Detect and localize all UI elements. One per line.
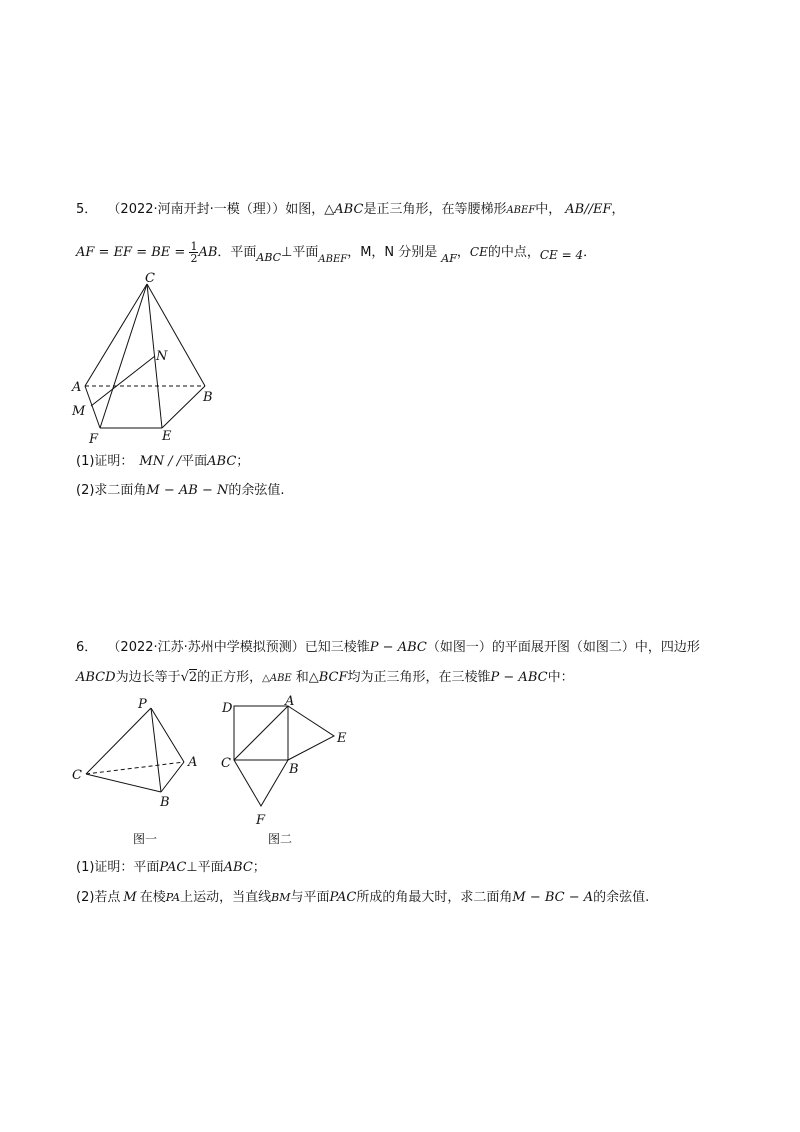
problem5-eq1: AF = EF = BE = bbox=[76, 245, 186, 260]
q1-prefix: (1)证明： bbox=[76, 454, 134, 469]
q2-c: 上运动，当直线 bbox=[180, 890, 272, 905]
label-e: E bbox=[162, 429, 172, 444]
edge-pc bbox=[86, 708, 151, 774]
q1-abc: ABC bbox=[207, 454, 237, 469]
problem5-mn-text: ，M，N 分别是 bbox=[347, 245, 438, 260]
problem6-figure1 bbox=[66, 694, 196, 812]
q2-math: M − BC − A bbox=[512, 890, 594, 905]
q1-prefix: (1)证明：平面 bbox=[76, 860, 160, 875]
figure1-caption: 图一 bbox=[133, 832, 158, 846]
label-e: E bbox=[337, 731, 347, 746]
problem6-t7: 中： bbox=[547, 670, 574, 685]
problem5-comma: ， bbox=[611, 202, 625, 217]
problem5-plane-abef: ABEF bbox=[318, 254, 348, 265]
problem6-line2 bbox=[76, 668, 574, 689]
fraction-numerator: 1 bbox=[190, 240, 198, 253]
problem5-number: 5． bbox=[76, 202, 98, 217]
edge-pa bbox=[151, 708, 184, 762]
problem5-equilateral-text: 是正三角形，在等腰梯形 bbox=[363, 202, 507, 217]
q2-math: M − AB − N bbox=[146, 483, 229, 498]
problem5-dot: ． bbox=[583, 245, 597, 260]
edge-af bbox=[85, 386, 100, 428]
label-n: N bbox=[156, 349, 168, 364]
label-a: A bbox=[285, 694, 295, 709]
problem5-perp-plane: ⊥平面 bbox=[281, 245, 319, 260]
label-f: F bbox=[89, 432, 99, 447]
problem5-figure bbox=[60, 268, 230, 448]
edge-ca-dashed bbox=[86, 762, 184, 774]
label-c: C bbox=[72, 768, 82, 783]
problem5-comma2: ， bbox=[456, 245, 470, 260]
problem5-source: （2022·河南开封·一模（理）） bbox=[107, 202, 286, 217]
problem5-af: AF bbox=[441, 252, 457, 265]
q1-text: 平面 bbox=[181, 454, 208, 469]
edge-ca bbox=[85, 284, 147, 386]
label-a: A bbox=[188, 755, 198, 770]
problem6-bcf: △BCF bbox=[308, 670, 348, 685]
problem6-line1 bbox=[76, 638, 700, 658]
edge-cb bbox=[86, 774, 161, 792]
q2-end: 的余弦值. bbox=[228, 483, 285, 498]
triangle-abe bbox=[288, 706, 334, 760]
problem5-plane-text: ．平面 bbox=[217, 245, 257, 260]
label-m: M bbox=[72, 404, 86, 419]
problem5-ce: CE bbox=[469, 245, 488, 259]
problem5-question1 bbox=[76, 452, 249, 472]
problem5-tri-abc: △ABC bbox=[324, 202, 364, 217]
edge-cf bbox=[100, 284, 147, 428]
problem5-question2 bbox=[76, 481, 285, 501]
triangle-bcf bbox=[234, 760, 288, 806]
problem6-question2 bbox=[76, 888, 649, 908]
problem5-zhong: 中， bbox=[535, 202, 562, 217]
problem6-t3: 为边长等于 bbox=[115, 670, 181, 685]
q2-prefix: (2)求二面角 bbox=[76, 483, 147, 498]
problem6-t4: 的正方形， bbox=[197, 670, 263, 685]
edge-pb bbox=[151, 708, 161, 792]
edge-eb bbox=[162, 386, 205, 428]
problem6-t2: （如图一）的平面展开图（如图二）中，四边形 bbox=[426, 640, 700, 655]
label-b: B bbox=[203, 390, 213, 405]
label-a: A bbox=[72, 380, 82, 395]
problem6-source: （2022·江苏·苏州中学模拟预测） bbox=[107, 640, 305, 655]
q2-d: 与平面 bbox=[290, 890, 330, 905]
label-c: C bbox=[221, 756, 231, 771]
fraction-denominator: 2 bbox=[190, 252, 198, 265]
q2-e: 所成的角最大时，求二面角 bbox=[356, 890, 513, 905]
q1-end: ； bbox=[236, 454, 250, 469]
problem6-t6: 均为正三角形，在三棱锥 bbox=[347, 670, 491, 685]
problem5-ab: AB bbox=[198, 245, 218, 260]
label-f: F bbox=[256, 813, 266, 828]
label-p: P bbox=[138, 697, 147, 712]
q2-f: 的余弦值. bbox=[593, 890, 650, 905]
edge-ba bbox=[161, 762, 184, 792]
problem6-t1: 已知三棱锥 bbox=[304, 640, 370, 655]
problem6-number: 6． bbox=[76, 640, 98, 655]
diagonal-ac bbox=[234, 706, 288, 760]
q1-perp: ⊥平面 bbox=[186, 860, 224, 875]
q2-a: (2)若点 bbox=[76, 890, 121, 905]
problem6-sqrt-value: 2 bbox=[188, 670, 198, 685]
q1-abc: ABC bbox=[223, 860, 253, 875]
problem5-ce4: CE = 4 bbox=[539, 248, 584, 262]
figure2-caption: 图二 bbox=[268, 832, 293, 846]
label-b: B bbox=[289, 762, 299, 777]
problem6-t5: 和 bbox=[295, 670, 309, 685]
problem5-intro: 如图， bbox=[285, 202, 325, 217]
q2-b: 在棱 bbox=[139, 890, 166, 905]
problem6-figure2 bbox=[218, 694, 358, 828]
problem6-abe: △ABE bbox=[262, 673, 292, 684]
q1-math: MN / / bbox=[139, 454, 182, 469]
problem5-line1 bbox=[76, 200, 625, 221]
problem5-plane-abc: ABC bbox=[256, 251, 282, 264]
label-d: D bbox=[222, 701, 233, 716]
q2-pac: PAC bbox=[329, 890, 357, 905]
problem6-pabc: P − ABC bbox=[369, 640, 427, 655]
q2-bm: BM bbox=[271, 891, 291, 904]
problem5-abef: ABEF bbox=[506, 205, 536, 216]
problem5-ab-par-ef: AB//EF bbox=[565, 202, 612, 217]
problem6-question1 bbox=[76, 858, 266, 878]
problem6-pabc2: P − ABC bbox=[490, 670, 548, 685]
q1-end: ； bbox=[252, 860, 266, 875]
problem6-abcd: ABCD bbox=[76, 670, 116, 685]
label-b: B bbox=[160, 795, 170, 810]
q1-pac: PAC bbox=[159, 860, 187, 875]
label-c: C bbox=[145, 271, 155, 286]
segment-mn bbox=[91, 356, 155, 406]
sqrt-icon: √ bbox=[180, 670, 189, 685]
q2-pa: PA bbox=[165, 891, 181, 904]
problem5-midpoints: 的中点， bbox=[487, 245, 540, 260]
q2-m: M bbox=[123, 890, 137, 905]
